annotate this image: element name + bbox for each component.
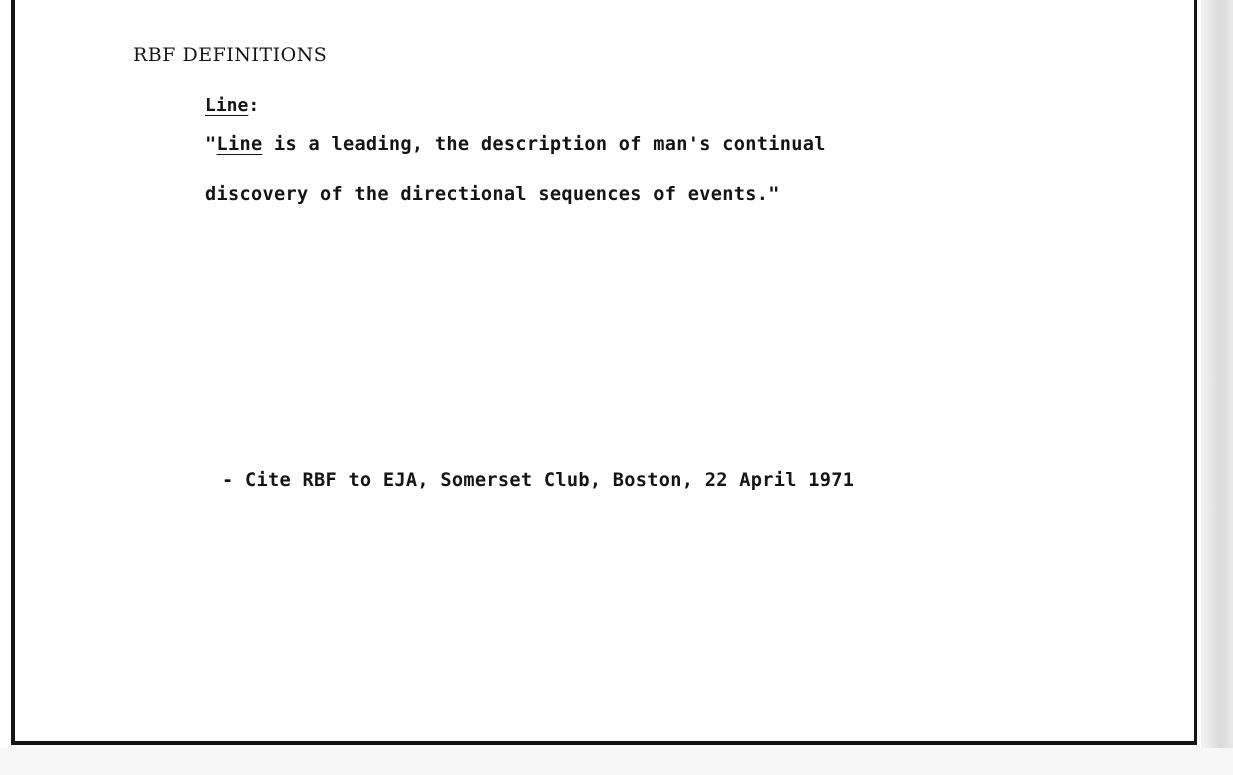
definition-quote-line-2: discovery of the directional sequences of events." [205,184,780,205]
definition-term [205,95,259,116]
quote-open-mark: " [205,134,217,155]
scan-edge-shadow [1201,0,1233,775]
document-heading: RBF DEFINITIONS [133,44,328,66]
scan-bottom-margin [0,748,1233,775]
quote-term: Line [216,134,263,155]
index-card [11,0,1197,745]
citation: - Cite RBF to EJA, Somerset Club, Boston, 22 April 1971 [222,470,855,491]
term-colon: : [248,95,260,116]
quote-line-1-text: is a leading, the description of man's continual [262,134,826,155]
definition-quote-line-1 [205,134,826,155]
term-label: Line [205,95,249,116]
